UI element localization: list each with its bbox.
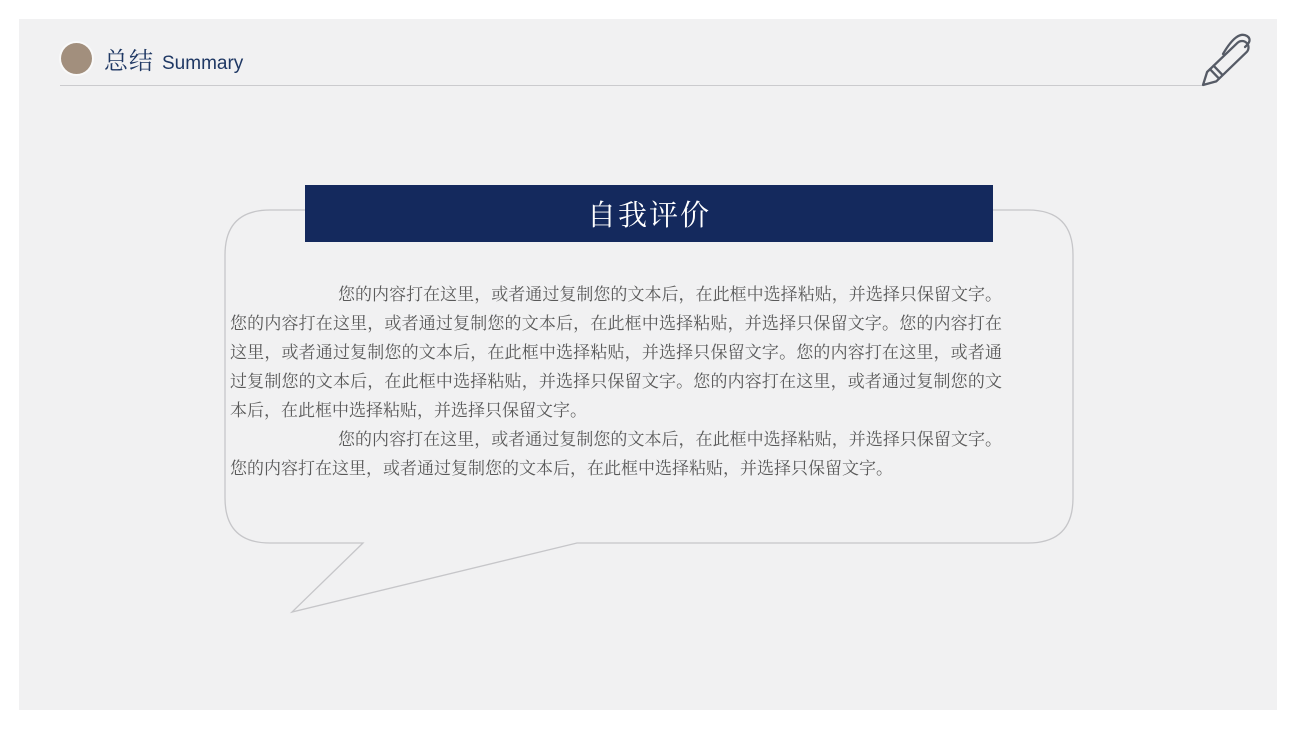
section-title-bar (305, 185, 993, 242)
page-title-zh: 总结 (104, 47, 154, 75)
body-text-block (230, 280, 1002, 483)
body-paragraph: 您的内容打在这里，或者通过复制您的文本后，在此框中选择粘贴，并选择只保留文字。您的内容打在这里，或者通过复制您的文本后，在此框中选择粘贴，并选择只保留文字。 (230, 430, 1002, 478)
page-title-en: Summary (162, 52, 244, 74)
slide (19, 19, 1277, 710)
body-paragraph: 您的内容打在这里，或者通过复制您的文本后，在此框中选择粘贴，并选择只保留文字。您的内容打在这里，或者通过复制您的文本后，在此框中选择粘贴，并选择只保留文字。您的内容打在这里，或者通过复制您的文本后，在此框中选择粘贴，并选择只保留文字。您的内容打在这里，或者通过复制您的文本后，在此框中选择粘贴，并选择只保留文字。您的内容打在这里，或者通过复制您的文本后，在此框中选择粘贴，并选择只保留文字。 (230, 285, 1002, 420)
section-title: 自我评价 (586, 200, 711, 232)
